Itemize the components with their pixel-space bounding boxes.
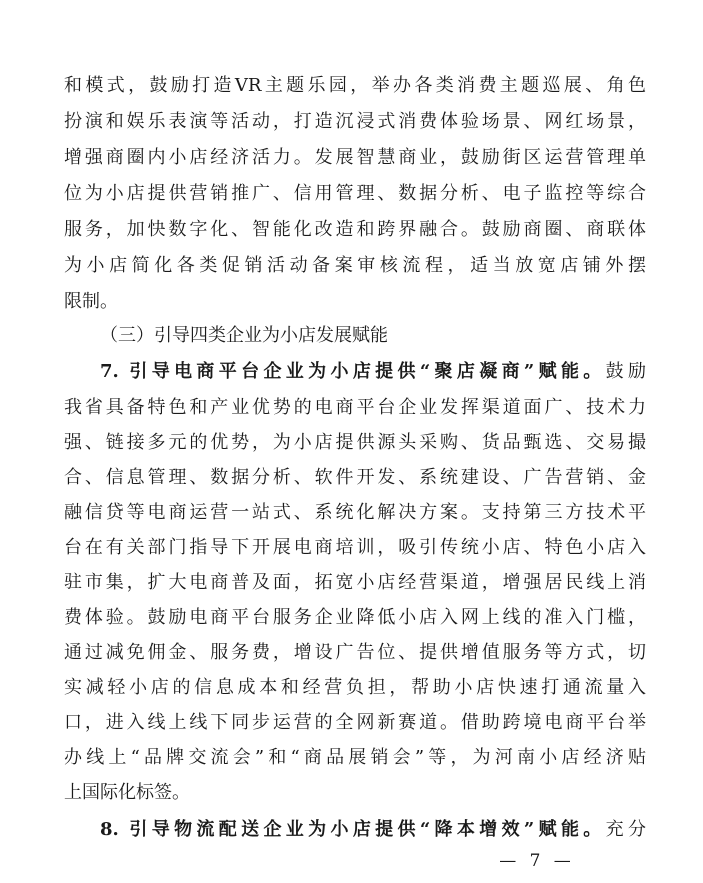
paragraph-line: 通过减免佣金、服务费，增设广告位、提供增值服务等方式，切 (64, 642, 646, 663)
item-7-heading-continuation: 鼓励 (605, 361, 646, 382)
section-heading: （三）引导四类企业为小店发展赋能 (100, 325, 388, 346)
paragraph-line: 实减轻小店的信息成本和经营负担，帮助小店快速打通流量入 (64, 677, 646, 698)
paragraph-line: 台在有关部门指导下开展电商培训，吸引传统小店、特色小店入 (64, 537, 646, 558)
paragraph-line: 和模式，鼓励打造VR主题乐园，举办各类消费主题巡展、角色 (64, 75, 646, 96)
item-8-first-line (100, 815, 646, 845)
paragraph-line: 融信贷等电商运营一站式、系统化解决方案。支持第三方技术平 (64, 502, 646, 523)
item-7-heading: 7. 引导电商平台企业为小店提供“聚店凝商”赋能。 (100, 361, 606, 382)
paragraph-line: 上国际化标签。 (64, 782, 190, 803)
paragraph-line: 为小店简化各类促销活动备案审核流程，适当放宽店铺外摆 (64, 255, 646, 276)
paragraph-line: 我省具备特色和产业优势的电商平台企业发挥渠道面广、技术力 (64, 397, 646, 418)
paragraph-line: 驻市集，扩大电商普及面，拓宽小店经营渠道，增强居民线上消 (64, 572, 646, 593)
item-8-heading: 8. 引导物流配送企业为小店提供“降本增效”赋能。 (100, 819, 606, 840)
paragraph-line: 增强商圈内小店经济活力。发展智慧商业，鼓励街区运营管理单 (64, 147, 646, 168)
page-number: — 7 — (499, 851, 575, 871)
paragraph-line: 口，进入线上线下同步运营的全网新赛道。借助跨境电商平台举 (64, 712, 646, 733)
paragraph-line: 合、信息管理、数据分析、软件开发、系统建设、广告营销、金 (64, 467, 646, 488)
paragraph-line: 位为小店提供营销推广、信用管理、数据分析、电子监控等综合 (64, 183, 646, 204)
item-7-first-line (100, 357, 646, 387)
paragraph-line: 费体验。鼓励电商平台服务企业降低小店入网上线的准入门槛， (64, 607, 646, 628)
paragraph-line: 服务，加快数字化、智能化改造和跨界融合。鼓励商圈、商联体 (64, 219, 646, 240)
paragraph-line: 办线上“品牌交流会”和“商品展销会”等，为河南小店经济贴 (64, 747, 646, 768)
paragraph-line: 扮演和娱乐表演等活动，打造沉浸式消费体验场景、网红场景， (64, 111, 646, 132)
paragraph-line: 限制。 (64, 291, 118, 312)
paragraph-line: 强、链接多元的优势，为小店提供源头采购、货品甄选、交易撮 (64, 432, 646, 453)
item-8-heading-continuation: 充分 (605, 819, 646, 840)
